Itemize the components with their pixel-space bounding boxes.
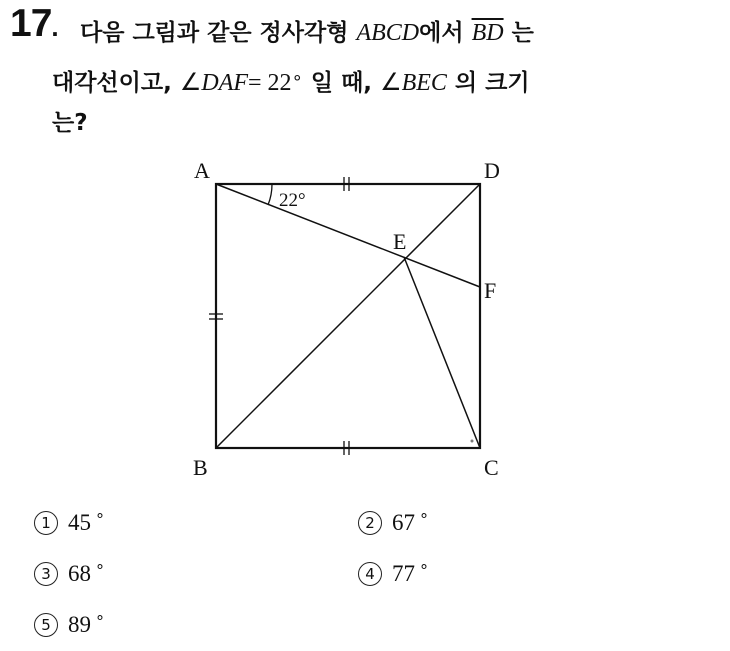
choice-1[interactable] bbox=[34, 507, 106, 536]
math-equals-22: = 22 bbox=[248, 70, 292, 96]
diagonal-bd bbox=[216, 184, 480, 448]
segment-ec bbox=[404, 257, 480, 448]
question-text: 다음 그림과 같은 정사각형 bbox=[80, 20, 349, 46]
question-line-3: 는? bbox=[52, 110, 88, 136]
math-square-name: ABCD bbox=[356, 20, 420, 46]
choice-value: 89 bbox=[68, 612, 91, 637]
angle-symbol: ∠ bbox=[380, 70, 402, 96]
choice-2[interactable] bbox=[358, 507, 430, 536]
choice-marker: 5 bbox=[34, 613, 58, 637]
angle-symbol: ∠ bbox=[179, 70, 202, 96]
angle-label-22: 22° bbox=[279, 190, 306, 211]
choice-4[interactable] bbox=[358, 558, 430, 587]
label-f: F bbox=[484, 278, 497, 303]
question-text: 는 bbox=[511, 20, 534, 46]
question-number-dot: . bbox=[51, 12, 58, 42]
degree-symbol: ∘ bbox=[95, 609, 106, 626]
question-text: 에서 bbox=[419, 20, 464, 46]
angle-arc-a bbox=[268, 184, 272, 205]
label-e: E bbox=[393, 229, 407, 254]
degree-symbol: ∘ bbox=[95, 507, 106, 524]
math-angle-daf: DAF bbox=[201, 70, 249, 96]
question-text: 일 때, bbox=[310, 70, 373, 96]
choice-5[interactable] bbox=[34, 609, 106, 638]
choice-value: 77 bbox=[392, 561, 415, 586]
degree-symbol: ∘ bbox=[291, 67, 303, 87]
choice-marker: 4 bbox=[358, 562, 382, 586]
degree-symbol: ∘ bbox=[419, 558, 430, 575]
segment-af bbox=[216, 184, 480, 287]
choice-value: 45 bbox=[68, 510, 91, 535]
degree-symbol: ∘ bbox=[95, 558, 106, 575]
right-angle-dot bbox=[471, 440, 474, 443]
math-segment-bd: $\overline{BD}$ bbox=[471, 20, 504, 46]
math-angle-bec: BEC bbox=[401, 70, 447, 96]
choice-value: 68 bbox=[68, 561, 91, 586]
question-text: 대각선이고, bbox=[52, 70, 172, 96]
choice-3[interactable] bbox=[34, 558, 106, 587]
label-c: C bbox=[484, 455, 499, 480]
question-number-value: 17 bbox=[10, 2, 52, 45]
choice-marker: 1 bbox=[34, 511, 58, 535]
question-text: 의 크기 bbox=[454, 70, 530, 96]
choice-value: 67 bbox=[392, 510, 415, 535]
label-d: D bbox=[484, 158, 500, 183]
choice-marker: 2 bbox=[358, 511, 382, 535]
degree-symbol: ∘ bbox=[419, 507, 430, 524]
choice-marker: 3 bbox=[34, 562, 58, 586]
label-a: A bbox=[194, 158, 210, 183]
label-b: B bbox=[193, 455, 208, 480]
